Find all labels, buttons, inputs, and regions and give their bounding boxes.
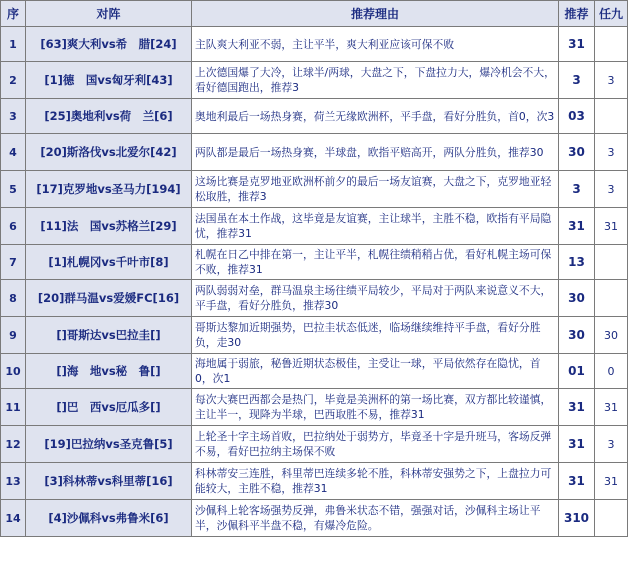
- row-recommend: 3: [559, 62, 595, 99]
- row-reason: 这场比赛是克罗地亚欧洲杯前夕的最后一场友谊赛，大盘之下，克罗地亚轻松取胜，推荐3: [192, 171, 559, 208]
- row-index: 4: [1, 134, 26, 171]
- row-reason: 两队都是最后一场热身赛，半球盘，欧指平赔高开，两队分胜负，推荐30: [192, 134, 559, 171]
- row-index: 3: [1, 99, 26, 134]
- row-match: [11]法 国vs苏格兰[29]: [26, 208, 192, 245]
- row-match: [20]群马温vs爱媛FC[16]: [26, 280, 192, 317]
- row-recommend: 30: [559, 280, 595, 317]
- row-index: 8: [1, 280, 26, 317]
- row-renjiu: 31: [595, 463, 628, 500]
- row-renjiu: [595, 500, 628, 537]
- row-index: 6: [1, 208, 26, 245]
- table-row: [1, 389, 628, 426]
- row-match: []海 地vs秘 鲁[]: [26, 354, 192, 389]
- row-reason: 沙佩科上轮客场强势反弹，弗鲁米状态不错，强强对话，沙佩科主场让平半，沙佩科平半盘不稳，有爆冷危险。: [192, 500, 559, 537]
- row-reason: 科林蒂安三连胜，科里蒂巴连续多轮不胜，科林蒂安强势之下，上盘拉力可能较大，主胜不稳，推荐31: [192, 463, 559, 500]
- table-row: [1, 27, 628, 62]
- row-reason: 海地属于弱旅，秘鲁近期状态极佳，主受让一球，平局依然存在隐忧，首0，次1: [192, 354, 559, 389]
- header-recommend: 推荐: [559, 1, 595, 27]
- table-row: [1, 426, 628, 463]
- table-row: [1, 171, 628, 208]
- row-recommend: 30: [559, 317, 595, 354]
- row-match: [63]爽大利vs希 腊[24]: [26, 27, 192, 62]
- row-match: []巴 西vs厄瓜多[]: [26, 389, 192, 426]
- table-row: [1, 354, 628, 389]
- row-reason: 上次德国爆了大冷，让球半/两球，大盘之下，下盘拉力大，爆冷机会不大，看好德国跑出，推荐3: [192, 62, 559, 99]
- row-reason: 法国虽在本土作战，这毕竟是友谊赛，主让球半，主胜不稳，欧指有平局隐忧，推荐31: [192, 208, 559, 245]
- row-index: 14: [1, 500, 26, 537]
- table-row: [1, 245, 628, 280]
- table-row: [1, 62, 628, 99]
- row-recommend: 03: [559, 99, 595, 134]
- row-renjiu: 31: [595, 208, 628, 245]
- row-reason: 奥地利最后一场热身赛，荷兰无缘欧洲杯，平手盘，看好分胜负，首0，次3: [192, 99, 559, 134]
- header-match: 对阵: [26, 1, 192, 27]
- row-reason: 主队爽大利亚不弱，主让平半，爽大利亚应该可保不败: [192, 27, 559, 62]
- row-match: [1]德 国vs匈牙利[43]: [26, 62, 192, 99]
- row-recommend: 3: [559, 171, 595, 208]
- row-renjiu: [595, 245, 628, 280]
- row-recommend: 31: [559, 426, 595, 463]
- row-recommend: 30: [559, 134, 595, 171]
- table-row: [1, 317, 628, 354]
- row-renjiu: 3: [595, 171, 628, 208]
- row-index: 7: [1, 245, 26, 280]
- row-renjiu: [595, 27, 628, 62]
- row-renjiu: 3: [595, 426, 628, 463]
- row-reason: 每次大赛巴西都会是热门，毕竟是美洲杯的第一场比赛，双方都比较谨慎，主让半一，现降为半球，巴西取胜不易，推荐31: [192, 389, 559, 426]
- row-renjiu: [595, 280, 628, 317]
- row-index: 9: [1, 317, 26, 354]
- row-match: [3]科林蒂vs科里蒂[16]: [26, 463, 192, 500]
- row-match: [17]克罗地vs圣马力[194]: [26, 171, 192, 208]
- table-row: [1, 134, 628, 171]
- row-renjiu: 0: [595, 354, 628, 389]
- row-reason: 札幌在日乙中排在第一，主让平半，札幌往绩稍稍占优，看好札幌主场可保不败，推荐31: [192, 245, 559, 280]
- header-index: 序: [1, 1, 26, 27]
- row-index: 12: [1, 426, 26, 463]
- row-match: [25]奥地利vs荷 兰[6]: [26, 99, 192, 134]
- row-reason: 上轮圣十字主场首败，巴拉纳处于弱势方，毕竟圣十字是升班马，客场反弹不易，看好巴拉纳主场保不败: [192, 426, 559, 463]
- row-index: 5: [1, 171, 26, 208]
- row-reason: 两队弱弱对垒，群马温泉主场往绩平局较少，平局对于两队来说意义不大，平手盘，看好分胜负，推荐30: [192, 280, 559, 317]
- row-recommend: 31: [559, 463, 595, 500]
- row-match: []哥斯达vs巴拉圭[]: [26, 317, 192, 354]
- header-reason: 推荐理由: [192, 1, 559, 27]
- row-index: 2: [1, 62, 26, 99]
- table-row: [1, 280, 628, 317]
- row-renjiu: 31: [595, 389, 628, 426]
- row-match: [1]札幌冈vs千叶市[8]: [26, 245, 192, 280]
- row-index: 13: [1, 463, 26, 500]
- table-row: [1, 99, 628, 134]
- table-header: [1, 1, 628, 27]
- row-reason: 哥斯达黎加近期强势，巴拉圭状态低迷，临场继续维持平手盘，看好分胜负，走30: [192, 317, 559, 354]
- row-renjiu: [595, 99, 628, 134]
- row-recommend: 310: [559, 500, 595, 537]
- header-renjiu: 任九: [595, 1, 628, 27]
- row-recommend: 31: [559, 208, 595, 245]
- row-recommend: 31: [559, 27, 595, 62]
- row-renjiu: 3: [595, 134, 628, 171]
- row-index: 1: [1, 27, 26, 62]
- table-row: [1, 463, 628, 500]
- row-match: [4]沙佩科vs弗鲁米[6]: [26, 500, 192, 537]
- row-renjiu: 3: [595, 62, 628, 99]
- row-match: [19]巴拉纳vs圣克鲁[5]: [26, 426, 192, 463]
- row-renjiu: 30: [595, 317, 628, 354]
- row-index: 10: [1, 354, 26, 389]
- row-recommend: 01: [559, 354, 595, 389]
- row-recommend: 13: [559, 245, 595, 280]
- table-row: [1, 500, 628, 537]
- row-match: [20]斯洛伐vs北爱尔[42]: [26, 134, 192, 171]
- row-recommend: 31: [559, 389, 595, 426]
- row-index: 11: [1, 389, 26, 426]
- table-row: [1, 208, 628, 245]
